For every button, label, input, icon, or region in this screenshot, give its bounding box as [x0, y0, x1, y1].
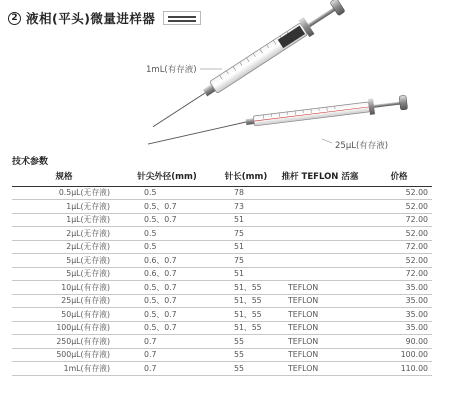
cell-needle-diameter: 0.5、0.7: [116, 200, 218, 214]
table-header-row: [12, 167, 432, 186]
cell-spec: 1mL(有存液): [12, 362, 116, 376]
cell-needle-diameter: 0.5、0.7: [116, 321, 218, 335]
table-row: [12, 294, 432, 308]
cell-piston: [274, 213, 366, 227]
cell-spec: 500μL(有存液): [12, 348, 116, 362]
syringe-illustration: [0, 0, 451, 160]
cell-needle-diameter: 0.5、0.7: [116, 294, 218, 308]
cell-price: 35.00: [366, 294, 432, 308]
cell-needle-length: 51、55: [218, 308, 274, 322]
cell-piston: [274, 186, 366, 200]
cell-spec: 2μL(无存液): [12, 227, 116, 241]
cell-needle-diameter: 0.5、0.7: [116, 213, 218, 227]
header-piston: 推杆 TEFLON 活塞: [274, 167, 366, 186]
cell-price: 100.00: [366, 348, 432, 362]
cell-needle-length: 51: [218, 213, 274, 227]
cell-needle-length: 51、55: [218, 281, 274, 295]
table-row: [12, 308, 432, 322]
cell-needle-length: 51: [218, 240, 274, 254]
cell-spec: 1μL(无存液): [12, 200, 116, 214]
cell-spec: 250μL(有存液): [12, 335, 116, 349]
table-row: [12, 267, 432, 281]
cell-needle-length: 51、55: [218, 294, 274, 308]
cell-needle-length: 78: [218, 186, 274, 200]
table-row: [12, 281, 432, 295]
cell-price: 52.00: [366, 254, 432, 268]
cell-piston: [274, 240, 366, 254]
cell-piston: [274, 200, 366, 214]
cell-needle-diameter: 0.5、0.7: [116, 308, 218, 322]
table-row: [12, 200, 432, 214]
cell-spec: 25μL(有存液): [12, 294, 116, 308]
cell-needle-length: 75: [218, 254, 274, 268]
cell-piston: TEFLON: [274, 335, 366, 349]
table-row: [12, 254, 432, 268]
cell-needle-length: 75: [218, 227, 274, 241]
cell-price: 35.00: [366, 281, 432, 295]
table-row: [12, 348, 432, 362]
cell-needle-length: 55: [218, 348, 274, 362]
page-title: 液相(平头)微量进样器: [26, 11, 156, 26]
cell-needle-diameter: 0.5: [116, 186, 218, 200]
cell-spec: 2μL(无存液): [12, 240, 116, 254]
table-row: [12, 335, 432, 349]
cell-spec: 0.5μL(无存液): [12, 186, 116, 200]
cell-price: 72.00: [366, 267, 432, 281]
header-price: 价格: [366, 167, 432, 186]
table-row: [12, 321, 432, 335]
cell-price: 72.00: [366, 213, 432, 227]
cell-spec: 1μL(无存液): [12, 213, 116, 227]
cell-piston: TEFLON: [274, 308, 366, 322]
cell-price: 90.00: [366, 335, 432, 349]
cell-needle-diameter: 0.7: [116, 362, 218, 376]
cell-needle-diameter: 0.6、0.7: [116, 254, 218, 268]
cell-price: 52.00: [366, 186, 432, 200]
cell-piston: [274, 267, 366, 281]
cell-needle-length: 55: [218, 362, 274, 376]
cell-piston: [274, 254, 366, 268]
cell-spec: 5μL(无存液): [12, 254, 116, 268]
cell-price: 52.00: [366, 200, 432, 214]
cell-piston: TEFLON: [274, 362, 366, 376]
cell-piston: [274, 227, 366, 241]
cell-needle-length: 73: [218, 200, 274, 214]
table-row: [12, 362, 432, 376]
cell-price: 52.00: [366, 227, 432, 241]
table-row: [12, 213, 432, 227]
cell-needle-length: 51、55: [218, 321, 274, 335]
cell-piston: TEFLON: [274, 294, 366, 308]
cell-piston: TEFLON: [274, 321, 366, 335]
cell-price: 35.00: [366, 321, 432, 335]
small-syringe-caption: 25μL(有存液): [335, 141, 389, 151]
cell-needle-diameter: 0.7: [116, 335, 218, 349]
cell-piston: TEFLON: [274, 348, 366, 362]
spec-table: [12, 167, 432, 376]
cell-needle-length: 55: [218, 335, 274, 349]
cell-needle-length: 51: [218, 267, 274, 281]
cell-spec: 50μL(有存液): [12, 308, 116, 322]
section-number-badge: 2: [8, 12, 21, 25]
cell-needle-diameter: 0.5: [116, 227, 218, 241]
header-needle-diameter: 针尖外径(mm): [116, 167, 218, 186]
table-row: [12, 240, 432, 254]
cell-price: 35.00: [366, 308, 432, 322]
header-spec: 规格: [12, 167, 116, 186]
cell-needle-diameter: 0.5: [116, 240, 218, 254]
cell-spec: 5μL(无存液): [12, 267, 116, 281]
cell-needle-diameter: 0.5、0.7: [116, 281, 218, 295]
cell-spec: 10μL(有存液): [12, 281, 116, 295]
cell-price: 72.00: [366, 240, 432, 254]
small-syringe-image: [146, 94, 408, 144]
header-needle-length: 针长(mm): [218, 167, 274, 186]
cell-needle-diameter: 0.7: [116, 348, 218, 362]
table-row: [12, 186, 432, 200]
table-row: [12, 227, 432, 241]
large-syringe-caption: 1mL(有存液): [146, 65, 197, 75]
cell-price: 110.00: [366, 362, 432, 376]
section-title: 技术参数: [12, 157, 49, 167]
cell-piston: TEFLON: [274, 281, 366, 295]
cell-spec: 100μL(有存液): [12, 321, 116, 335]
cell-needle-diameter: 0.6、0.7: [116, 267, 218, 281]
